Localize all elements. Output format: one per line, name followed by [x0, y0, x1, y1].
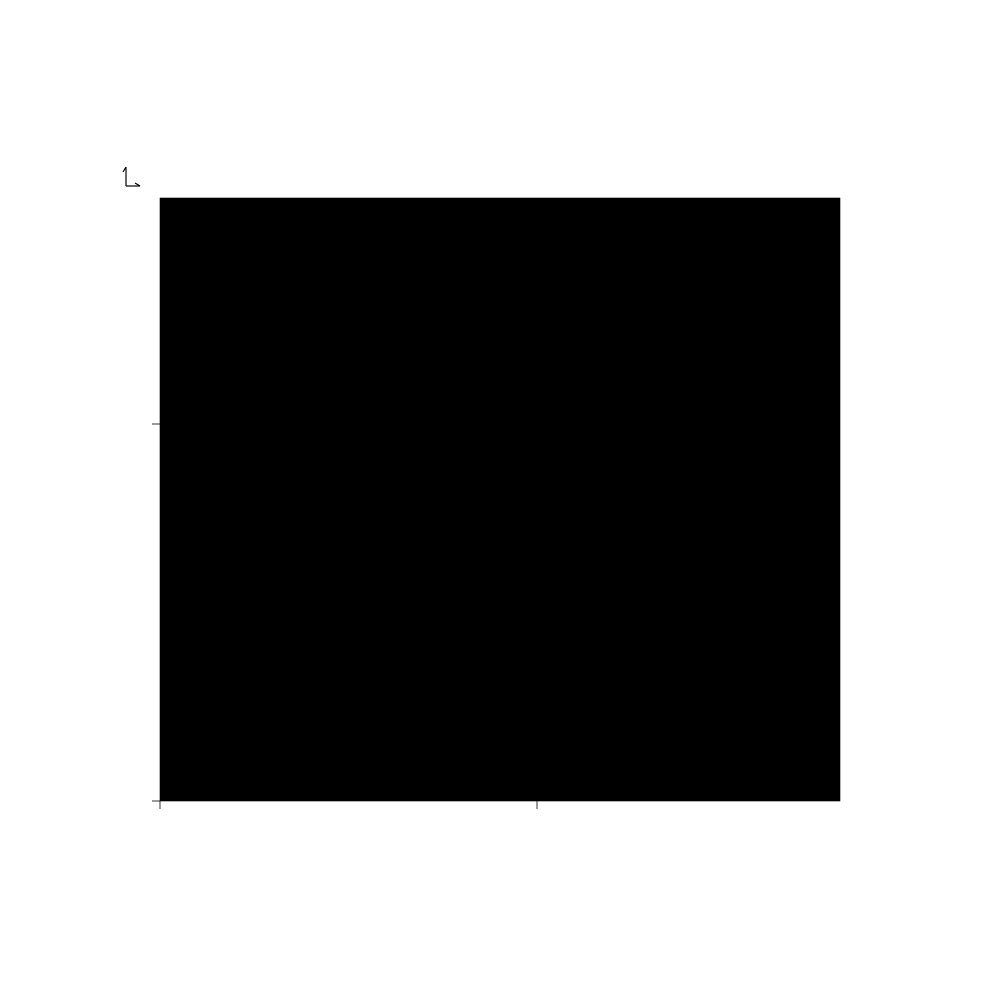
plot-area [150, 198, 840, 801]
reference-vector [123, 167, 140, 186]
